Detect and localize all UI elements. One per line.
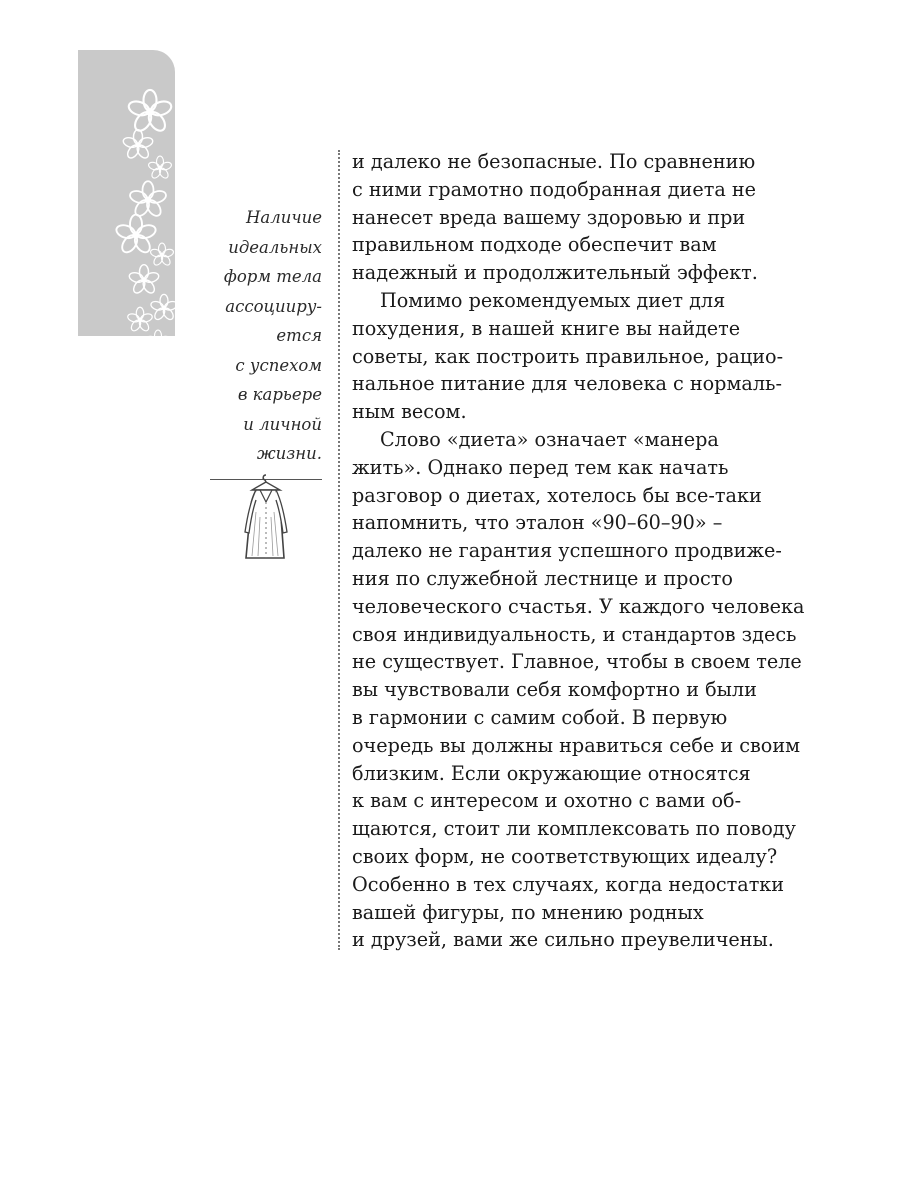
body-line: нанесет вреда вашему здоровью и при <box>352 205 746 229</box>
body-line: разговор о диетах, хотелось бы все-таки <box>352 483 762 507</box>
body-line: к вам с интересом и охотно с вами об- <box>352 789 742 813</box>
body-line: советы, как построить правильное, рацио- <box>352 344 784 368</box>
margin-note-line: и личной <box>243 414 322 434</box>
body-text <box>352 148 805 954</box>
margin-note-line: Наличие <box>245 208 322 227</box>
margin-note-line: с успехом <box>235 355 322 375</box>
body-line: ным весом. <box>352 400 467 424</box>
body-line: не существует. Главное, чтобы в своем теле <box>352 650 802 674</box>
body-line: надежный и продолжительный эффект. <box>352 261 758 285</box>
body-line: напомнить, что эталон «90–60–90» – <box>352 511 723 535</box>
body-line: близким. Если окружающие относятся <box>352 761 751 785</box>
margin-note-line: идеальных <box>228 237 322 257</box>
body-line: нальное питание для человека с нормаль- <box>352 372 782 396</box>
body-line: ния по служебной лестнице и просто <box>352 566 733 590</box>
body-line: Слово «диета» означает «манера <box>380 427 719 451</box>
body-line: своя индивидуальность, и стандартов здесь <box>352 622 797 646</box>
body-line: человеческого счастья. У каждого человека <box>352 594 805 618</box>
body-line: в гармонии с самим собой. В первую <box>352 705 728 729</box>
body-line: правильном подходе обеспечит вам <box>352 233 717 257</box>
margin-note-line: форм тела <box>223 267 322 286</box>
body-line: Помимо рекомендуемых диет для <box>380 288 726 312</box>
body-line: с ними грамотно подобранная диета не <box>352 177 756 201</box>
dotted-column-rule <box>338 150 340 950</box>
body-line: Особенно в тех случаях, когда недостатки <box>352 872 785 896</box>
body-line: и друзей, вами же сильно преувеличены. <box>352 928 774 952</box>
dress-on-hanger-icon <box>236 472 296 564</box>
margin-note-line: ассоцииру- <box>225 296 322 316</box>
margin-note-line: в карьере <box>237 385 322 404</box>
body-line: очередь вы должны нравиться себе и своим <box>352 733 801 757</box>
side-tab <box>78 50 175 336</box>
body-line: щаются, стоит ли комплексовать по поводу <box>352 817 796 841</box>
margin-note-line: ется <box>276 326 322 345</box>
body-line: жить». Однако перед тем как начать <box>352 455 729 479</box>
body-line: своих форм, не соответствующих идеалу? <box>352 844 778 868</box>
flower-ornament-icon <box>78 50 175 350</box>
body-line: вашей фигуры, по мнению родных <box>352 900 704 924</box>
margin-note <box>190 203 322 469</box>
body-line: и далеко не безопасные. По сравнению <box>352 150 756 173</box>
body-line: похудения, в нашей книге вы найдете <box>352 316 741 340</box>
body-line: вы чувствовали себя комфортно и были <box>352 678 757 702</box>
body-line: далеко не гарантия успешного продвиже- <box>352 539 782 563</box>
margin-note-line: жизни. <box>256 444 322 463</box>
